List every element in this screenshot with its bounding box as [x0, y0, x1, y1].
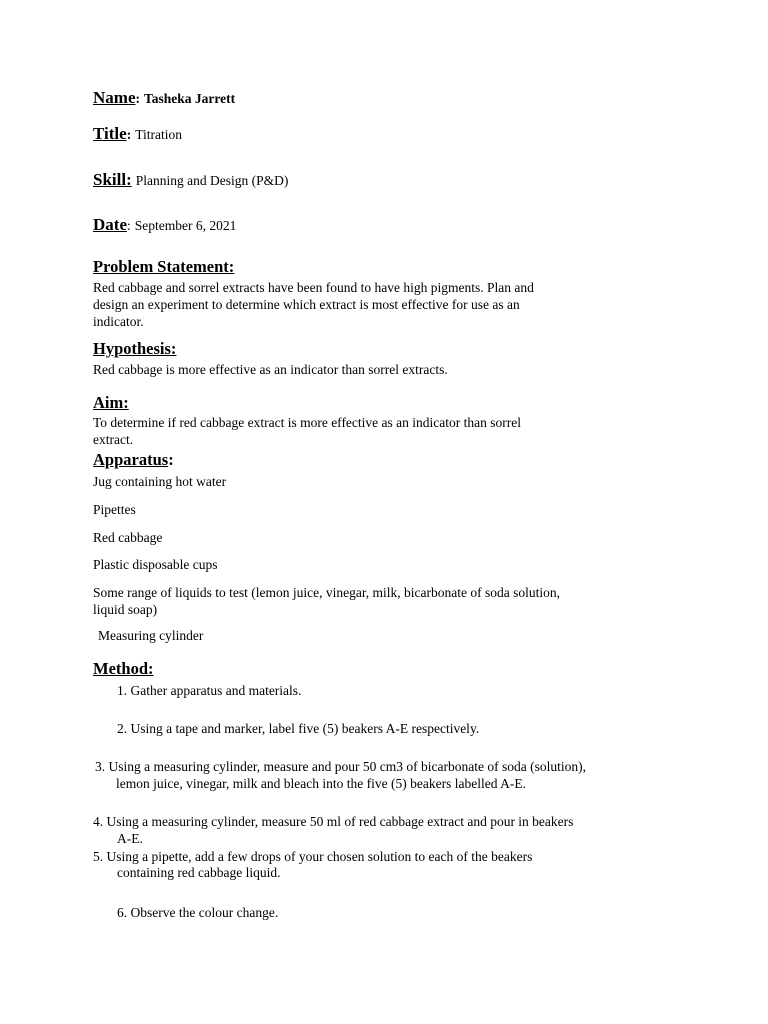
apparatus-heading-text: Apparatus — [93, 450, 169, 469]
title-value: Titration — [135, 127, 182, 142]
step-number: 1. — [117, 683, 128, 698]
problem-heading: Problem Statement: — [93, 257, 235, 276]
name-label: Name — [93, 88, 136, 107]
apparatus-heading — [93, 450, 174, 470]
method-step-2 — [117, 720, 479, 737]
step-text: Using a tape and marker, label five (5) beakers A-E respectively. — [130, 721, 480, 736]
skill-value: Planning and Design (P&D) — [135, 173, 289, 188]
method-step-4-cont: A-E. — [117, 831, 143, 846]
step-text: Gather apparatus and materials. — [130, 683, 302, 698]
step-text: Using a pipette, add a few drops of your chosen solution to each of the beakers — [106, 849, 533, 864]
method-step-6 — [117, 904, 278, 921]
method-step-5-cont: containing red cabbage liquid. — [117, 865, 281, 880]
apparatus-item: Measuring cylinder — [98, 628, 204, 643]
name-value: Tasheka Jarrett — [143, 91, 236, 106]
date-field — [93, 215, 236, 235]
date-label: Date — [93, 215, 127, 234]
problem-line: Red cabbage and sorrel extracts have been found to have high pigments. Plan and — [93, 280, 534, 295]
step-number: 4. — [93, 814, 104, 829]
method-step-3 — [95, 758, 586, 775]
step-number: 2. — [117, 721, 128, 736]
date-value: September 6, 2021 — [134, 218, 237, 233]
method-step-3-cont: lemon juice, vinegar, milk and bleach into the five (5) beakers labelled A-E. — [116, 776, 526, 791]
aim-line: To determine if red cabbage extract is more effective as an indicator than sorrel — [93, 415, 521, 430]
apparatus-item: Plastic disposable cups — [93, 557, 218, 572]
title-field — [93, 124, 182, 144]
method-step-1 — [117, 682, 301, 699]
step-number: 6. — [117, 905, 128, 920]
apparatus-item: Jug containing hot water — [93, 474, 227, 489]
step-number: 3. — [95, 759, 106, 774]
apparatus-item: liquid soap) — [93, 602, 158, 617]
aim-heading: Aim: — [93, 393, 129, 412]
hypothesis-heading: Hypothesis: — [93, 339, 177, 358]
hypothesis-text: Red cabbage is more effective as an indicator than sorrel extracts. — [93, 362, 448, 377]
apparatus-item: Pipettes — [93, 502, 136, 517]
method-step-4 — [93, 813, 573, 830]
apparatus-item: Red cabbage — [93, 530, 163, 545]
date-colon: : — [126, 218, 131, 233]
skill-label: Skill: — [93, 170, 132, 189]
name-field — [93, 88, 235, 108]
skill-field — [93, 170, 288, 190]
step-text: Observe the colour change. — [130, 905, 279, 920]
step-number: 5. — [93, 849, 104, 864]
apparatus-colon: : — [168, 450, 174, 469]
step-text: Using a measuring cylinder, measure and pour 50 cm3 of bicarbonate of soda (solution), — [108, 759, 586, 774]
method-heading: Method: — [93, 659, 154, 678]
step-text: Using a measuring cylinder, measure 50 ml of red cabbage extract and pour in beakers — [106, 814, 574, 829]
aim-line: extract. — [93, 432, 134, 447]
title-colon: : — [126, 127, 132, 142]
name-colon: : — [135, 91, 140, 106]
method-step-5 — [93, 848, 532, 865]
title-label: Title — [93, 124, 127, 143]
problem-line: design an experiment to determine which extract is most effective for use as an — [93, 297, 520, 312]
problem-line: indicator. — [93, 314, 144, 329]
apparatus-item: Some range of liquids to test (lemon juice, vinegar, milk, bicarbonate of soda solution, — [93, 585, 560, 600]
